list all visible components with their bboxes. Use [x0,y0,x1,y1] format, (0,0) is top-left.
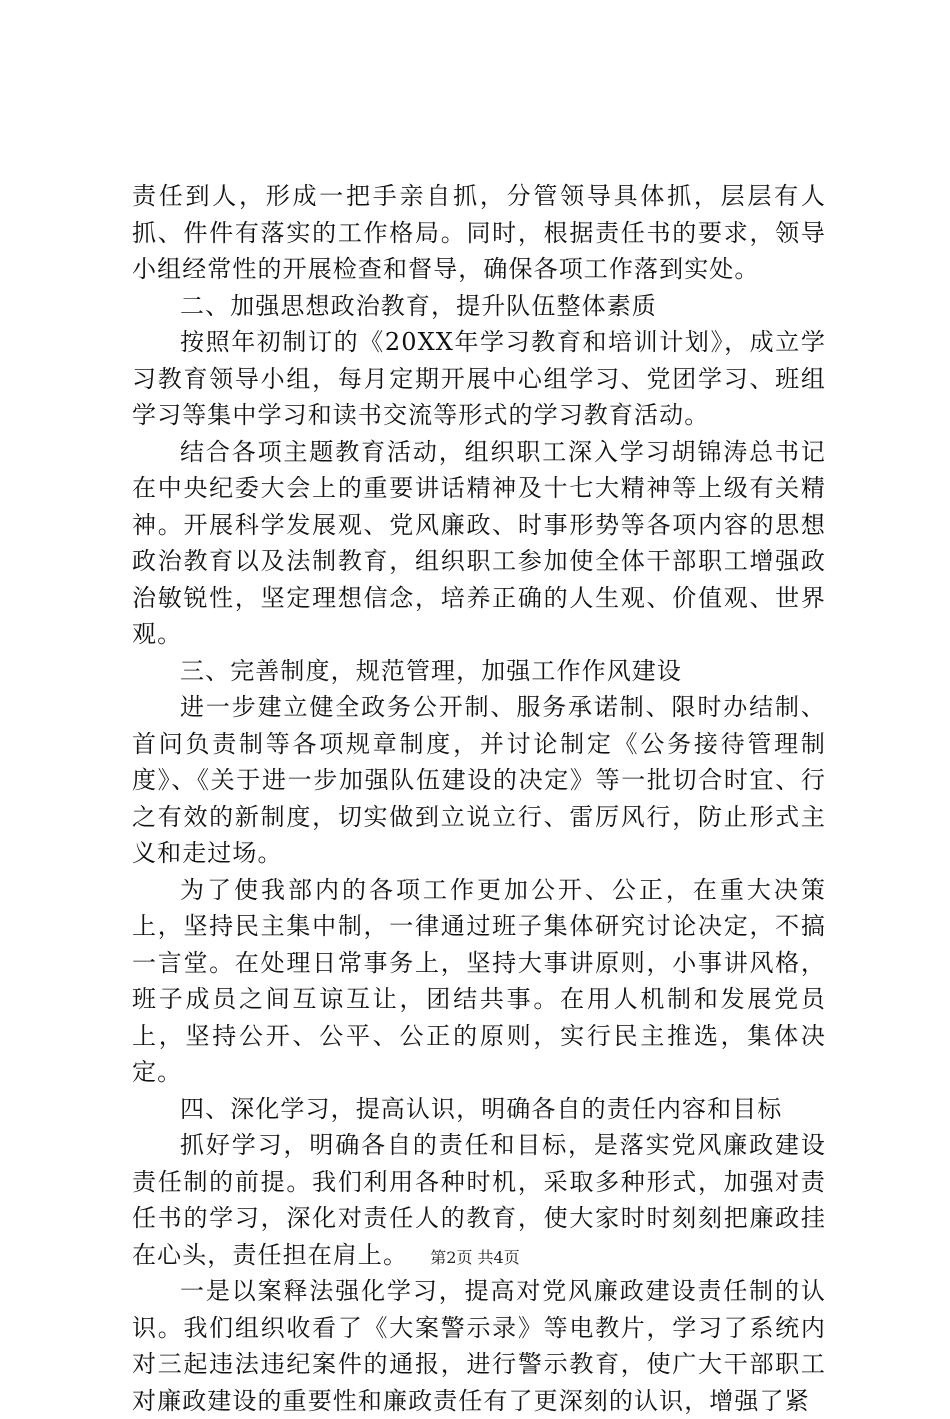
body-paragraph: 按照年初制订的《20XX年学习教育和培训计划》，成立学习教育领导小组，每月定期开展中心组学习、党团学习、班组学习等集中学习和读书交流等形式的学习教育活动。 [132,328,826,429]
section-heading-4: 四、深化学习，提高认识，明确各自的责任内容和目标 [180,1094,783,1123]
body-paragraph: 为了使我部内的各项工作更加公开、公正，在重大决策上，坚持民主集中制，一律通过班子集体研究讨论决定，不搞一言堂。在处理日常事务上，坚持大事讲原则，小事讲风格，班子成员之间互谅互让，团结共事。在用人机制和发展党员上，坚持公开、公平、公正的原则，实行民主推选，集体决定。 [132,875,826,1086]
page-footer [0,1248,950,1268]
document-body [132,178,826,1419]
page-number: 第2页 共4页 [430,1248,520,1267]
body-paragraph: 抓好学习，明确各自的责任和目标，是落实党风廉政建设责任制的前提。我们利用各种时机，采取多种形式，加强对责任书的学习，深化对责任人的教育，使大家时时刻刻把廉政挂在心头，责任担在肩上。 [132,1131,826,1269]
section-heading-3: 三、完善制度，规范管理，加强工作作风建设 [180,656,682,685]
body-paragraph: 进一步建立健全政务公开制、服务承诺制、限时办结制、首问负责制等各项规章制度，并讨论制定《公务接待管理制度》、《关于进一步加强队伍建设的决定》等一批切合时宜、行之有效的新制度，切实做到立说立行、雷厉风行，防止形式主义和走过场。 [132,693,826,867]
section-heading-2: 二、加强思想政治教育，提升队伍整体素质 [180,291,657,320]
body-paragraph-continued: 责任到人，形成一把手亲自抓，分管领导具体抓，层层有人抓、件件有落实的工作格局。同时，根据责任书的要求，领导小组经常性的开展检查和督导，确保各项工作落到实处。 [132,182,826,283]
body-paragraph: 结合各项主题教育活动，组织职工深入学习胡锦涛总书记在中央纪委大会上的重要讲话精神及十七大精神等上级有关精神。开展科学发展观、党风廉政、时事形势等各项内容的思想政治教育以及法制教育，组织职工参加使全体干部职工增强政治敏锐性，坚定理想信念，培养正确的人生观、价值观、世界观。 [132,437,826,648]
body-paragraph: 一是以案释法强化学习，提高对党风廉政建设责任制的认识。我们组织收看了《大案警示录》等电教片，学习了系统内对三起违法违纪案件的通报，进行警示教育，使广大干部职工对廉政建设的重要性和廉政责任有了更深刻的认识，增强了紧 [132,1277,826,1415]
